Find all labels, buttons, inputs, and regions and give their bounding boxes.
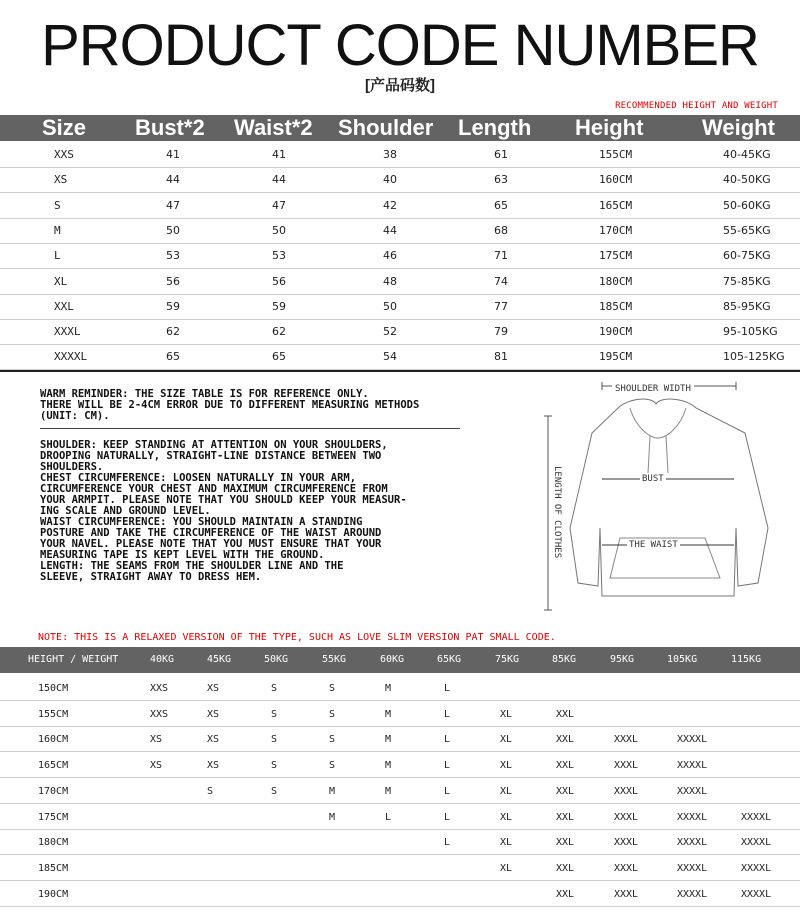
fit-size: S bbox=[271, 760, 278, 772]
size-row bbox=[0, 218, 800, 244]
hoodie-diagram bbox=[540, 378, 800, 628]
fit-height: 180CM bbox=[38, 837, 69, 849]
divider bbox=[40, 428, 460, 429]
fit-size: S bbox=[271, 683, 278, 694]
cell-weight bbox=[723, 294, 771, 319]
fit-size: XXL bbox=[556, 708, 575, 720]
relaxed-note: NOTE: THIS IS A RELAXED VERSION OF THE TYPE, SUCH AS LOVE SLIM VERSION PAT SMALL CODE. bbox=[38, 632, 556, 643]
fit-size: S bbox=[271, 734, 278, 746]
cell-size: L bbox=[54, 249, 61, 263]
cell-waist: 65 bbox=[272, 350, 286, 364]
fit-size: XXXXL bbox=[677, 811, 708, 823]
cell-bust: 59 bbox=[166, 299, 180, 313]
cell-height: 175CM bbox=[599, 249, 633, 263]
fit-header-weight: 105KG bbox=[667, 654, 698, 665]
fit-size: XS bbox=[207, 760, 220, 772]
cell-size: XXL bbox=[54, 299, 74, 313]
fit-size: M bbox=[385, 708, 392, 720]
divider bbox=[0, 370, 800, 372]
cell-bust: 53 bbox=[166, 249, 180, 263]
size-row bbox=[0, 319, 800, 345]
weight-unit: KG bbox=[754, 198, 771, 212]
cell-shoulder: 48 bbox=[383, 274, 397, 288]
fit-size: XS bbox=[207, 734, 220, 746]
fit-size: XXL bbox=[556, 785, 575, 797]
cell-length: 79 bbox=[494, 325, 508, 339]
cell-length: 77 bbox=[494, 299, 508, 313]
fit-size: L bbox=[444, 785, 451, 797]
cell-bust: 44 bbox=[166, 173, 180, 187]
fit-height: 170CM bbox=[38, 785, 69, 797]
cell-height: 180CM bbox=[599, 274, 633, 288]
cell-waist: 62 bbox=[272, 325, 286, 339]
recommended-label: RECOMMENDED HEIGHT AND WEIGHT bbox=[615, 101, 778, 111]
cell-bust: 62 bbox=[166, 325, 180, 339]
fit-size: L bbox=[444, 811, 451, 823]
size-row bbox=[0, 193, 800, 219]
fit-size: XXXL bbox=[614, 862, 639, 874]
fit-size: XXXL bbox=[614, 837, 639, 849]
size-row bbox=[0, 269, 800, 295]
cell-size: XXXL bbox=[54, 325, 81, 339]
col-header-weight: Weight bbox=[702, 115, 775, 140]
cell-waist: 47 bbox=[272, 198, 286, 212]
cell-shoulder: 44 bbox=[383, 223, 397, 237]
fit-row bbox=[0, 778, 800, 804]
cell-size: M bbox=[54, 223, 61, 237]
fit-size: XL bbox=[500, 760, 513, 772]
fit-size: XL bbox=[500, 862, 513, 874]
cell-bust: 50 bbox=[166, 223, 180, 237]
cell-waist: 53 bbox=[272, 249, 286, 263]
weight-value: 55-65 bbox=[723, 223, 755, 237]
weight-unit: KG bbox=[754, 173, 771, 187]
fit-size: M bbox=[385, 785, 392, 797]
fit-size: XS bbox=[150, 760, 163, 772]
size-row bbox=[0, 294, 800, 320]
cell-length: 65 bbox=[494, 198, 508, 212]
fit-size: M bbox=[385, 760, 392, 772]
fit-size: XXXXL bbox=[677, 862, 708, 874]
fit-row bbox=[0, 829, 800, 855]
weight-value: 105-125 bbox=[723, 350, 769, 364]
fit-height: 165CM bbox=[38, 760, 69, 772]
fit-table-header bbox=[0, 647, 800, 673]
fit-size: L bbox=[444, 683, 451, 694]
cell-size: XS bbox=[54, 173, 68, 187]
weight-value: 95-105 bbox=[723, 325, 762, 339]
cell-size: S bbox=[54, 198, 61, 212]
cell-height: 170CM bbox=[599, 223, 633, 237]
cell-bust: 65 bbox=[166, 350, 180, 364]
fit-size: XXXXL bbox=[741, 811, 772, 823]
cell-length: 68 bbox=[494, 223, 508, 237]
cell-height: 190CM bbox=[599, 325, 633, 339]
fit-size: XXXL bbox=[614, 811, 639, 823]
fit-header-weight: 55KG bbox=[322, 654, 347, 665]
fit-size: XXXL bbox=[614, 785, 639, 797]
fit-size: XXL bbox=[556, 811, 575, 823]
fit-row bbox=[0, 804, 800, 830]
col-header-shoulder: Shoulder bbox=[338, 115, 434, 140]
col-header-size: Size bbox=[42, 115, 87, 140]
cell-length: 71 bbox=[494, 249, 508, 263]
cell-weight bbox=[723, 142, 771, 167]
cell-shoulder: 38 bbox=[383, 148, 397, 161]
page-subtitle: [产品码数] bbox=[365, 77, 435, 94]
fit-size: XXXL bbox=[614, 734, 639, 746]
fit-size: XL bbox=[500, 708, 513, 720]
cell-weight bbox=[723, 243, 771, 268]
fit-size: M bbox=[385, 683, 392, 694]
cell-size: XXS bbox=[54, 148, 74, 161]
cell-height: 185CM bbox=[599, 299, 633, 313]
weight-value: 60-75 bbox=[723, 249, 755, 263]
fit-size: L bbox=[444, 760, 451, 772]
fit-size: XS bbox=[207, 683, 220, 694]
cell-weight bbox=[723, 269, 771, 294]
cell-length: 61 bbox=[494, 148, 508, 161]
cell-length: 81 bbox=[494, 350, 508, 364]
cell-height: 195CM bbox=[599, 350, 633, 364]
weight-unit: KG bbox=[754, 148, 771, 161]
fit-size: S bbox=[329, 683, 336, 694]
fit-size: XXS bbox=[150, 683, 169, 694]
fit-header-weight: 45KG bbox=[207, 654, 232, 665]
cell-height: 160CM bbox=[599, 173, 633, 187]
weight-value: 85-95 bbox=[723, 299, 755, 313]
fit-size: XXL bbox=[556, 734, 575, 746]
fit-size: XXXL bbox=[614, 760, 639, 772]
fit-row bbox=[0, 855, 800, 881]
fit-size: S bbox=[271, 708, 278, 720]
cell-bust: 47 bbox=[166, 198, 180, 212]
weight-unit: KG bbox=[768, 350, 785, 364]
fit-size: XXXL bbox=[614, 888, 639, 900]
cell-bust: 41 bbox=[166, 148, 180, 161]
cell-shoulder: 46 bbox=[383, 249, 397, 263]
fit-header-weight: 95KG bbox=[610, 654, 635, 665]
cell-weight bbox=[723, 344, 785, 369]
fit-row bbox=[0, 881, 800, 907]
fit-size: XL bbox=[500, 811, 513, 823]
cell-height: 165CM bbox=[599, 198, 633, 212]
shoulder-width-label: SHOULDER WIDTH bbox=[612, 384, 694, 394]
fit-size: L bbox=[444, 708, 451, 720]
fit-size: L bbox=[444, 734, 451, 746]
fit-height: 185CM bbox=[38, 862, 69, 874]
fit-header-weight: 75KG bbox=[495, 654, 520, 665]
fit-size: XXL bbox=[556, 862, 575, 874]
weight-unit: KG bbox=[761, 325, 778, 339]
cell-shoulder: 52 bbox=[383, 325, 397, 339]
fit-size: XXL bbox=[556, 837, 575, 849]
cell-weight bbox=[723, 218, 771, 243]
fit-size: L bbox=[385, 811, 392, 823]
cell-shoulder: 40 bbox=[383, 173, 397, 187]
fit-header-weight: 85KG bbox=[552, 654, 577, 665]
fit-size: XL bbox=[500, 837, 513, 849]
col-header-height: Height bbox=[575, 115, 644, 140]
fit-height: 190CM bbox=[38, 888, 69, 900]
cell-size: XXXXL bbox=[54, 350, 88, 364]
page-title: PRODUCT CODE NUMBER bbox=[41, 13, 759, 78]
size-row bbox=[0, 344, 800, 370]
fit-row bbox=[0, 726, 800, 752]
size-row bbox=[0, 167, 800, 193]
fit-size: M bbox=[329, 811, 336, 823]
fit-size: XS bbox=[150, 734, 163, 746]
col-header-length: Length bbox=[458, 115, 532, 140]
weight-value: 40-45 bbox=[723, 148, 755, 161]
cell-shoulder: 54 bbox=[383, 350, 397, 364]
fit-header-label: HEIGHT / WEIGHT bbox=[28, 654, 119, 665]
cell-bust: 56 bbox=[166, 274, 180, 288]
fit-size: XL bbox=[500, 734, 513, 746]
size-row bbox=[0, 142, 800, 168]
cell-waist: 56 bbox=[272, 274, 286, 288]
size-table-header bbox=[0, 115, 800, 141]
fit-row bbox=[0, 675, 800, 701]
cell-weight bbox=[723, 319, 778, 344]
fit-size: M bbox=[329, 785, 336, 797]
fit-size: XXS bbox=[150, 708, 169, 720]
fit-size: XXXXL bbox=[677, 785, 708, 797]
weight-value: 50-60 bbox=[723, 198, 755, 212]
size-row bbox=[0, 243, 800, 269]
fit-size: XXL bbox=[556, 888, 575, 900]
cell-size: XL bbox=[54, 274, 68, 288]
cell-shoulder: 50 bbox=[383, 299, 397, 313]
fit-header-weight: 50KG bbox=[264, 654, 289, 665]
cell-waist: 50 bbox=[272, 223, 286, 237]
weight-value: 75-85 bbox=[723, 274, 755, 288]
measuring-notes: SHOULDER: KEEP STANDING AT ATTENTION ON YOUR SHOULDERS, DROOPING NATURALLY, STRAIGHT-LINE DISTANCE BETWEEN TWO SHOULDERS. CHEST CIRCUMFERENCE: LOOSEN NATURALLY IN YOUR ARM, CIRCUMFERENCE YOUR CHEST AND MAXIMUM CIRCUMFERENCE FROM YOUR ARMPIT. PLEASE NOTE THAT YOU SHOULD KEEP YOUR MEASUR- ING SCALE AND GROUND LEVEL. WAIST CIRCUMFERENCE: YOU SHOULD MAINTAIN A STANDING POSTURE AND TAKE THE CIRCUMFERENCE OF THE WAIST AROUND YOUR NAVEL. PLEASE NOTE THAT YOU MUST ENSURE THAT YOUR MEASURING TAPE IS KEPT LEVEL WITH THE GROUND. LENGTH: THE SEAMS FROM THE SHOULDER LINE AND THE SLEEVE, STRAIGHT AWAY TO DRESS HEM. bbox=[40, 439, 407, 583]
cell-length: 63 bbox=[494, 173, 508, 187]
fit-size: XXXXL bbox=[741, 837, 772, 849]
fit-height: 175CM bbox=[38, 811, 69, 823]
fit-header-weight: 65KG bbox=[437, 654, 462, 665]
fit-size: XXL bbox=[556, 760, 575, 772]
fit-row bbox=[0, 752, 800, 778]
weight-unit: KG bbox=[754, 274, 771, 288]
waist-label: THE WAIST bbox=[629, 540, 678, 550]
cell-waist: 44 bbox=[272, 173, 286, 187]
fit-row bbox=[0, 701, 800, 727]
fit-size: XXXXL bbox=[677, 734, 708, 746]
fit-height: 160CM bbox=[38, 734, 69, 746]
fit-size: S bbox=[329, 734, 336, 746]
cell-height: 155CM bbox=[599, 148, 633, 161]
fit-size: S bbox=[329, 760, 336, 772]
fit-size: S bbox=[207, 785, 214, 797]
col-header-bust: Bust*2 bbox=[135, 115, 205, 140]
fit-height: 150CM bbox=[38, 683, 69, 694]
cell-weight bbox=[723, 193, 771, 218]
fit-header-weight: 115KG bbox=[731, 654, 762, 665]
fit-size: XXXXL bbox=[741, 888, 772, 900]
length-label: LENGTH OF CLOTHES bbox=[552, 466, 562, 559]
fit-size: XXXXL bbox=[741, 862, 772, 874]
fit-header-weight: 60KG bbox=[380, 654, 405, 665]
fit-size: S bbox=[271, 785, 278, 797]
fit-height: 155CM bbox=[38, 708, 69, 720]
fit-size: XXXXL bbox=[677, 888, 708, 900]
fit-size: L bbox=[444, 837, 451, 849]
fit-size: M bbox=[385, 734, 392, 746]
fit-header-weight: 40KG bbox=[150, 654, 175, 665]
fit-size: XS bbox=[207, 708, 220, 720]
cell-length: 74 bbox=[494, 274, 508, 288]
weight-unit: KG bbox=[754, 299, 771, 313]
warm-reminder: WARM REMINDER: THE SIZE TABLE IS FOR REFERENCE ONLY. THERE WILL BE 2-4CM ERROR DUE TO DIFFERENT MEASURING METHODS (UNIT: CM). bbox=[40, 388, 420, 422]
fit-size: XXXXL bbox=[677, 837, 708, 849]
cell-waist: 59 bbox=[272, 299, 286, 313]
cell-shoulder: 42 bbox=[383, 198, 397, 212]
fit-size: S bbox=[329, 708, 336, 720]
weight-unit: KG bbox=[754, 249, 771, 263]
weight-value: 40-50 bbox=[723, 173, 755, 187]
cell-weight bbox=[723, 167, 771, 192]
col-header-waist: Waist*2 bbox=[234, 115, 313, 140]
fit-size: XL bbox=[500, 785, 513, 797]
fit-size: XXXXL bbox=[677, 760, 708, 772]
bust-label: BUST bbox=[642, 474, 664, 484]
weight-unit: KG bbox=[754, 223, 771, 237]
cell-waist: 41 bbox=[272, 148, 286, 161]
